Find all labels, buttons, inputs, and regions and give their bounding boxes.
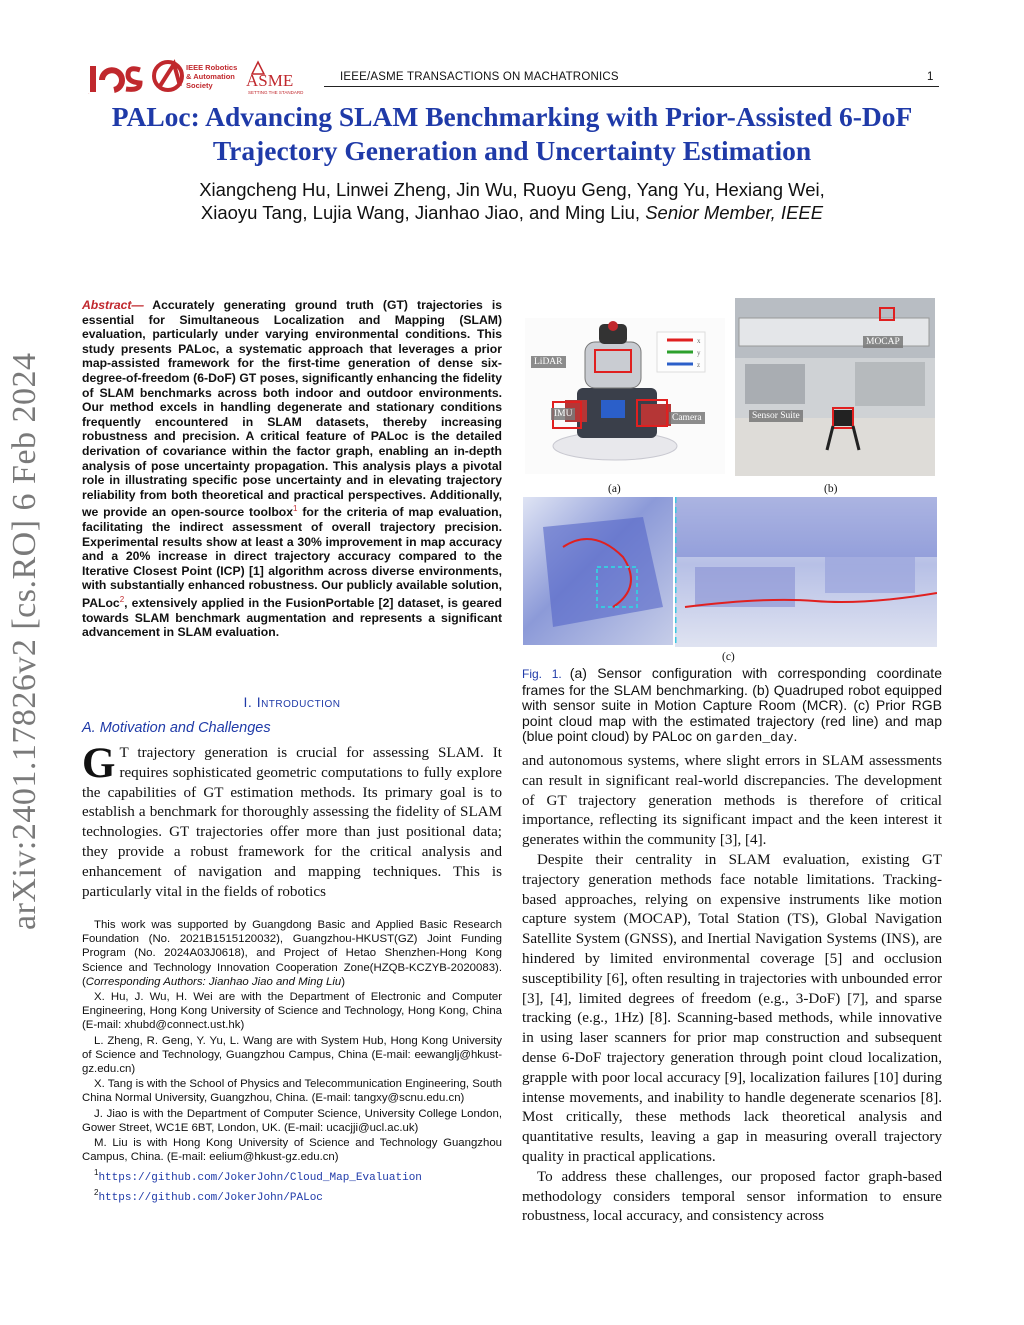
figure-label: Fig. 1. [522, 667, 562, 681]
affiliation-5: M. Liu is with Hong Kong University of Science and Technology Guangzhou Campus, China. (E-mail: eelium@hkust-gz.edu.cn) [82, 1137, 502, 1164]
figure-c-map-overview [523, 497, 673, 645]
arxiv-stamp: arXiv:2401.17826v2 [cs.RO] 6 Feb 2024 [6, 352, 43, 930]
mocap-room-illustration [735, 298, 935, 476]
authors-line-2: Xiaoyu Tang, Lujia Wang, Jianhao Jiao, and Ming Liu, [200, 202, 641, 223]
svg-text:ies: ies [88, 94, 90, 95]
footnote-ref-2[interactable]: 2 [119, 594, 125, 604]
axis-y-label: y [697, 349, 701, 357]
url-footnote-2 [82, 1186, 502, 1205]
affiliation-1: X. Hu, J. Wu, H. Wei are with the Department of Electronic and Computer Engineering, Hong Kong University of Science and Technology, Hong Kong, China (E-mail: xhubd@connect.ust.hk) [82, 991, 502, 1032]
ies-logo [88, 56, 146, 96]
title-line-1: PALoc: Advancing SLAM Benchmarking with Prior-Assisted 6-DoF [111, 101, 913, 132]
figure-caption [522, 666, 942, 746]
subsection-heading: A. Motivation and Challenges [82, 720, 271, 736]
affiliation-2: L. Zheng, R. Geng, Y. Yu, L. Wang are with System Hub, Hong Kong University of Science and Technology, Guangzhou Campus, China (E-mail: eewanglj@hkust-gz.edu.cn) [82, 1034, 502, 1076]
camera-label: Camera [669, 412, 705, 424]
right-paragraph-1: and autonomous systems, where slight errors in SLAM assessments can result in significant real-world discrepancies. The development of GT trajectory generation methods is therefore of critical importance, reflecting its significant impact and the keen interest it generates within the community [3], [4]. [522, 753, 942, 849]
right-column-text [522, 752, 942, 1227]
authors-role: Senior Member, IEEE [645, 202, 824, 223]
subfigure-c-label: (c) [722, 651, 735, 663]
intro-paragraph [82, 740, 502, 902]
svg-text:& Automation: & Automation [186, 72, 235, 81]
paper-title [60, 100, 964, 168]
url1-mark: 1 [94, 1168, 99, 1178]
section-heading [82, 694, 502, 710]
sensor-suite-label: Sensor Suite [749, 410, 803, 422]
title-line-2: Trajectory Generation and Uncertainty Estimation [212, 135, 812, 166]
lidar-label: LiDAR [531, 356, 566, 368]
footnotes [82, 918, 502, 1206]
journal-name: IEEE/ASME TRANSACTIONS ON MACHATRONICS [340, 71, 619, 83]
header-rule [324, 86, 939, 87]
page-number: 1 [927, 71, 934, 83]
author-list [70, 178, 954, 224]
affiliation-4: J. Jiao is with the Department of Computer Science, University College London, Gower Street, WC1E 6BT, London, UK. (E-mail: ucacjji@ucl.ac.uk) [82, 1107, 502, 1134]
ras-logo [152, 56, 238, 96]
imu-label: IMU [551, 408, 575, 420]
paloc-link[interactable]: https://github.com/JokerJohn/PALoc [98, 1192, 323, 1205]
abstract [82, 298, 502, 640]
caption-code: garden_day [715, 730, 794, 746]
funding-end: ) [341, 975, 345, 988]
mocap-label: MOCAP [863, 336, 903, 348]
url2-mark: 2 [94, 1188, 99, 1198]
right-paragraph-2: Despite their centrality in SLAM evaluation, existing GT trajectory generation methods face notable limitations. Tracking-based approaches, relying on expensive instruments like motion capture system (MOCAP), Total Station (TS), Global Navigation Satellite System (GNSS), and Inertial Navigation Systems (INS), are hindered by limited environmental coverage [5] and occlusion susceptibility [6], often resulting in trajectories with unbounded error [3], [4], limited degrees of freedom (e.g., 3-DoF) [7], and sparse tracking (e.g., 1Hz) [8]. Scanning-based methods, while innovative in using laser scanners for prior map construction and subsequent dense 6-DoF trajectory generation through point cloud localization, grapple with poor local accuracy [9], localization failures [10] during intense movements, and inability to handle degenerate scenarios [8]. Most critically, these methods lack theoretical analysis and quantitative results, leaving a gap in measuring overall trajectory quality in practical applications. [522, 851, 942, 1165]
header-logos [88, 54, 323, 98]
intro-text: T trajectory generation is crucial for assessing SLAM. It requires sophisticated geometric computations to fully explore the capabilities of GT estimation methods. Its primary goal is to establish a benchmark for thoroughly assessing the fidelity of SLAM technologies. GT trajectories offer more than just positional data; they provide a robust framework for the critical analysis and enhancement of navigation and mapping techniques. This is particularly vital in the fields of robotics [82, 745, 502, 900]
funding-text: This work was supported by Guangdong Basic and Applied Basic Research Foundation (No. 2021B1515120032), Guangzhou-HKUST(GZ) Joint Funding Program (No. 2024A03J0618), and Project of Hetao Shenzhen-Hong Kong Science and Technology Innovation Cooperation Zone(HZQB-KCZYB-2020083). ( [82, 919, 502, 988]
point-cloud-detail [675, 497, 937, 647]
figure-c-map-detail [675, 497, 937, 647]
drop-cap: G [82, 740, 116, 787]
right-paragraph-3: To address these challenges, our proposed factor graph-based methodology considers temporal sensor information to ensure robustness, local accuracy, and consistency across [522, 1168, 942, 1225]
url-footnote-1 [82, 1166, 502, 1185]
caption-text: (a) Sensor configuration with corresponding coordinate frames for the SLAM benchmarking. (b) Quadruped robot equipped with sensor suite in Motion Capture Room (MCR). (c) Prior RGB point cloud map with the estimated trajectory (red line) and map (blue point cloud) by PALoc on [522, 665, 942, 745]
funding-note [82, 918, 502, 989]
section-title: Introduction [256, 694, 341, 710]
svg-text:ASME: ASME [246, 71, 294, 90]
abstract-part-3: , extensively applied in the FusionPortable [2] dataset, is geared towards SLAM benchmark augmentation and represents a significant advancement in SLAM evaluation. [82, 596, 502, 640]
axis-x-label: x [697, 337, 701, 345]
footnote-ref-1[interactable]: 1 [293, 504, 298, 514]
point-cloud-overview [523, 497, 673, 645]
caption-end: . [793, 728, 798, 745]
svg-text:IEEE Robotics: IEEE Robotics [186, 63, 238, 72]
svg-text:Society: Society [186, 81, 213, 90]
subfigure-a-label: (a) [608, 483, 621, 495]
toolbox-link[interactable]: https://github.com/JokerJohn/Cloud_Map_Evaluation [98, 1172, 422, 1185]
section-number: I. [243, 694, 253, 710]
asme-logo [244, 56, 308, 96]
abstract-part-2: for the criteria of map evaluation, facilitating the indirect assessment of overall trajectory precision. Experimental results show at least a 30% improvement in map accuracy and a 20% increase in direct trajectory accuracy compared to the Iterative Closest Point (ICP) [1] algorithm across diverse environments, with substantially enhanced robustness. Our publicly available solution, PALoc [82, 505, 502, 610]
corresponding-authors: Corresponding Authors: Jianhao Jiao and Ming Liu [85, 975, 342, 988]
abstract-lead: Abstract— [82, 298, 144, 312]
axis-z-label: z [697, 361, 701, 369]
authors-line-1: Xiangcheng Hu, Linwei Zheng, Jin Wu, Ruoyu Geng, Yang Yu, Hexiang Wei, [199, 179, 825, 200]
abstract-part-1: Accurately generating ground truth (GT) trajectories is essential for Simultaneous Localization and Mapping (SLAM) evaluation, particularly under varying environmental conditions. This study presents PALoc, a systematic approach that leverages a prior map-assisted framework for the first-time generation of dense six-degree-of-freedom (6-DoF) GT poses, significantly enhancing the fidelity of SLAM benchmarks across both indoor and outdoor environments. Our method excels in handling degenerate and stationary conditions frequently encountered in SLAM datasets, thereby increasing robustness and precision. A critical feature of PALoc is the detailed derivation of covariance within the factor graph, enabling an in-depth analysis of pose uncertainty propagation. This analysis plays a pivotal role in illustrating specific pose uncertainty and in elevating trajectory reliability from both theoretical and practical perspectives. Additionally, we provide an open-source toolbox [82, 298, 502, 520]
figure-a-sensor-config [525, 318, 725, 474]
figure-b-mocap-room [735, 298, 935, 476]
affiliation-3: X. Tang is with the School of Physics and Telecommunication Engineering, South China Normal University, Guangzhou, China. (E-mail: tangxy@scnu.edu.cn) [82, 1078, 502, 1105]
subfigure-b-label: (b) [824, 483, 838, 495]
sensor-suite-illustration [525, 318, 725, 474]
svg-text:SETTING THE STANDARD: SETTING THE STANDARD [248, 90, 304, 95]
